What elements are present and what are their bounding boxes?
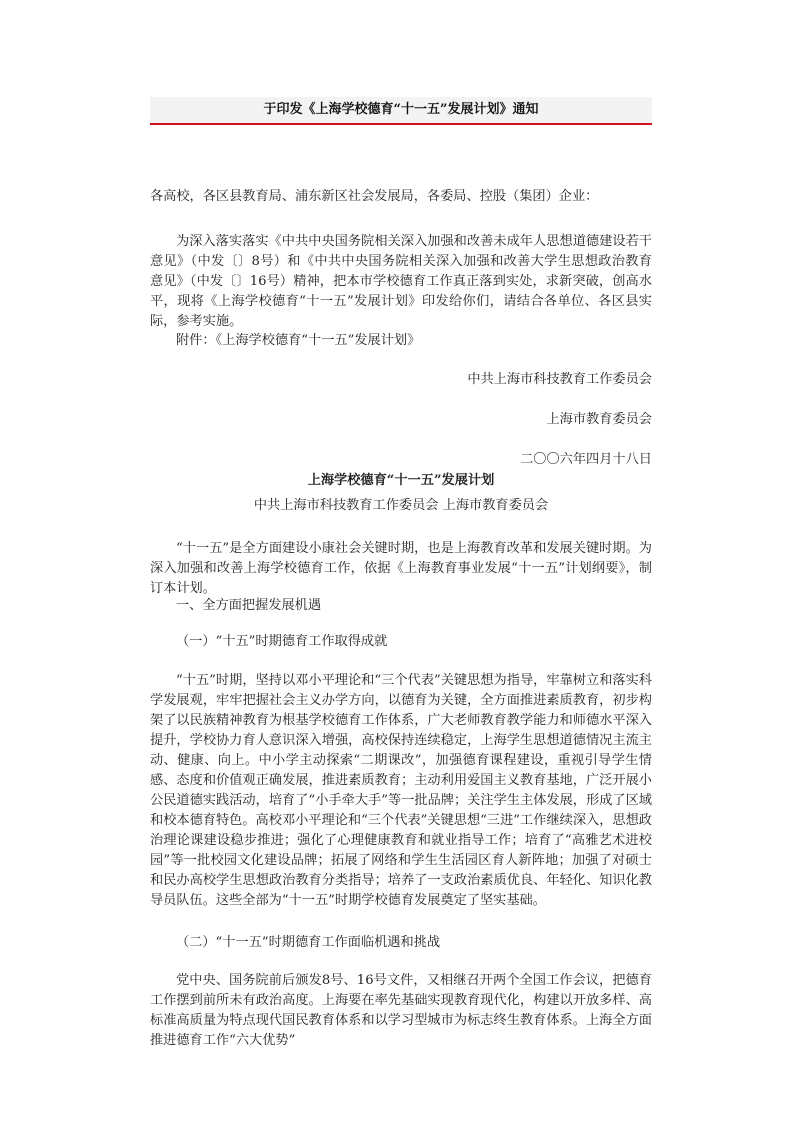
- plan-authors: 中共上海市科技教育工作委员会 上海市教育委员会: [253, 498, 549, 513]
- subsection-heading-2: （二）“十一五”时期德育工作面临机遇和挑战: [176, 935, 441, 950]
- section-heading-1: 一、全方面把握发展机遇: [176, 598, 322, 613]
- attachment-line: 附件：《上海学校德育“十一五”发展计划》: [176, 333, 421, 348]
- signer-party-committee: 中共上海市科技教育工作委员会: [467, 372, 652, 387]
- subsection-heading-1: （一）“十五”时期德育工作取得成就: [176, 634, 388, 649]
- notice-body: 为深入落实落实《中共中央国务院相关深入加强和改善未成年人思想道德建设若干意见》（中发〔〕8号）和《中共中央国务院相关深入加强和改善大学生思想政治教育意见》（中发〔〕16号）精神，把本市学校德育工作真正落到实处，求新突破，创高水平，现将《上海学校德育“十一五”发展计划》印发给你们，请结合各单位、各区县实际，参考实施。: [150, 234, 652, 329]
- notice-title-bar: [150, 97, 652, 125]
- signer-education-commission: 上海市教育委员会: [546, 412, 652, 427]
- plan-intro: “十一五”是全方面建设小康社会关键时期，也是上海教育改革和发展关键时期。为深入加强和改善上海学校德育工作，依据《上海教育事业发展“十一五”计划纲要》，制订本计划。: [150, 541, 652, 596]
- paragraph-achievements: “十五”时期，坚持以邓小平理论和“三个代表”关键思想为指导，牢靠树立和落实科学发展观，牢牢把握社会主义办学方向，以德育为关键，全方面推进素质教育，初步构架了以民族精神教育为根基学校德育工作体系，广大老师教育教学能力和师德水平深入提升，学校协力育人意识深入增强，高校保持连续稳定，上海学生思想道德情况主流主动、健康、向上。中小学主动探索“二期课改”，加强德育课程建设，重视引导学生情感、态度和价值观正确发展，推进素质教育；主动利用爱国主义教育基地，广泛开展小公民道德实践活动，培育了“小手牵大手”等一批品牌；关注学生主体发展，形成了区域和校本德育特色。高校邓小平理论和“三个代表”关键思想“三进”工作继续深入，思想政治理论课建设稳步推进；强化了心理健康教育和就业指导工作；培育了“高雅艺术进校园”等一批校园文化建设品牌；拓展了网络和学生生活园区育人新阵地；加强了对硕士和民办高校学生思想政治教育分类指导；培养了一支政治素质优良、年轻化、知识化教导员队伍。这些全部为“十一五”时期学校德育发展奠定了坚实基础。: [150, 673, 652, 908]
- paragraph-opportunities: 党中央、国务院前后颁发8号、16号文件，又相继召开两个全国工作会议，把德育工作摆到前所未有政治高度。上海要在率先基础实现教育现代化，构建以开放多样、高标准高质量为特点现代国民教育体系和以学习型城市为标志终生教育体系。上海全方面推进德育工作“六大优势”: [150, 973, 652, 1048]
- salutation: 各高校，各区县教育局、浦东新区社会发展局，各委局、控股（集团）企业：: [150, 189, 599, 204]
- notice-date: 二〇〇六年四月十八日: [520, 452, 652, 467]
- plan-title: 上海学校德育“十一五”发展计划: [307, 473, 495, 488]
- notice-title: 于印发《上海学校德育“十一五”发展计划》通知: [263, 102, 539, 117]
